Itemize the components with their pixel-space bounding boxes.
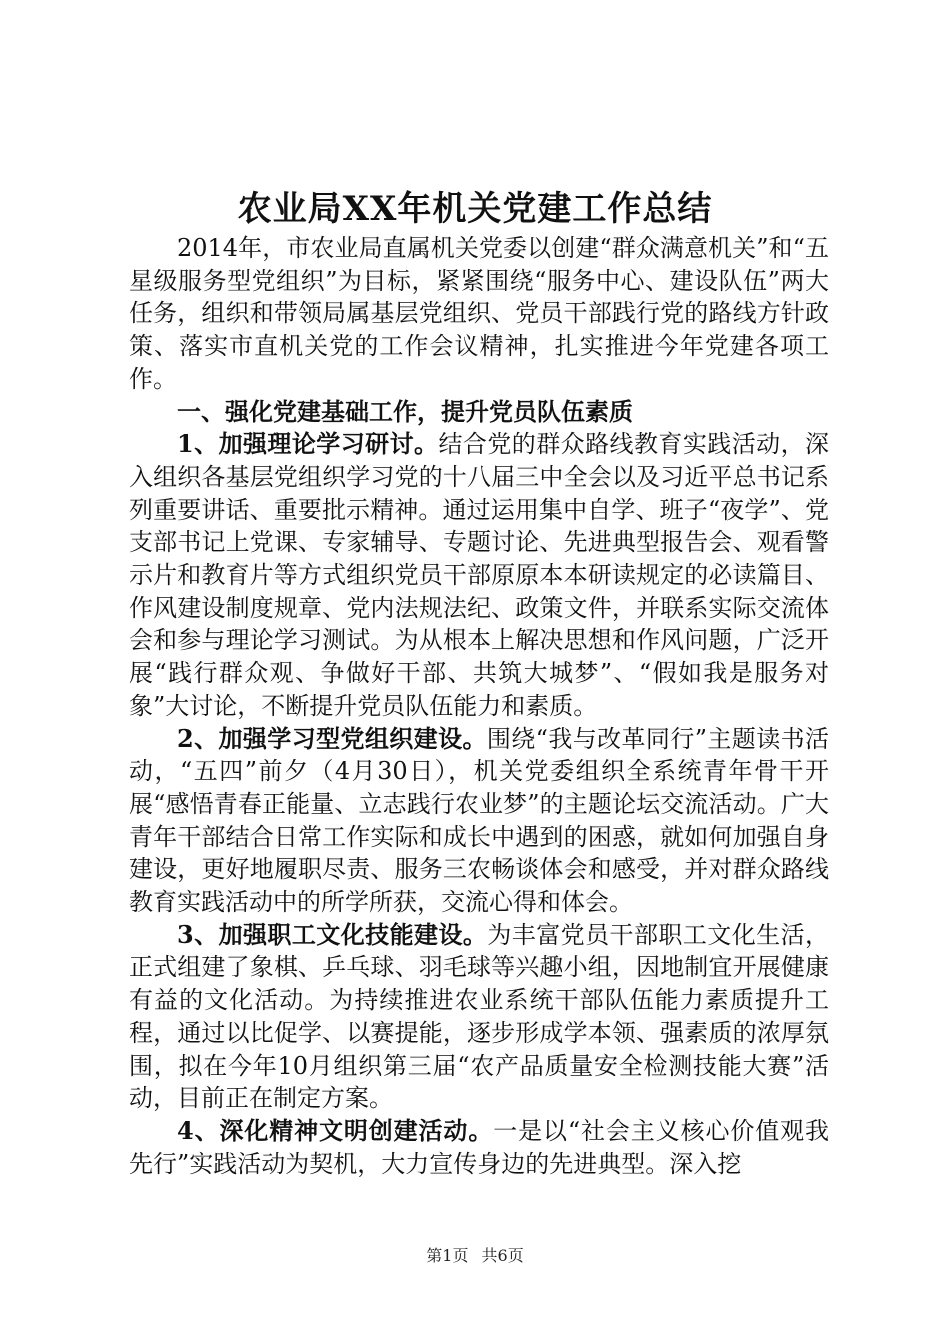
item-text: 一是以“社会主义核心价值观我先行”实践活动为契机，大力宣传身边的先进典型。深入挖 — [129, 1116, 829, 1178]
item-paragraph — [129, 428, 829, 722]
item-text: 为丰富党员干部职工文化生活，正式组建了象棋、乒乓球、羽毛球等兴趣小组，因地制宜开展健康有益的文化活动。为持续推进农业系统干部队伍能力素质提升工程，通过以比促学、以赛提能，逐步形成学本领、强素质的浓厚氛围，拟在今年10月组织第三届“农产品质量安全检测技能大赛”活动，目前正在制定方案。 — [129, 920, 830, 1113]
item-text: 结合党的群众路线教育实践活动，深入组织各基层党组织学习党的十八届三中全会以及习近平总书记系列重要讲话、重要批示精神。通过运用集中自学、班子“夜学”、党支部书记上党课、专家辅导、专题讨论、先进典型报告会、观看警示片和教育片等方式组织党员干部原原本本研读规定的必读篇目、作风建设制度规章、党内法规法纪、政策文件，并联系实际交流体会和参与理论学习测试。为从根本上解决思想和作风问题，广泛开展“践行群众观、争做好干部、共筑大城梦”、“假如我是服务对象”大讨论，不断提升党员队伍能力和素质。 — [129, 430, 830, 720]
item-paragraph — [129, 723, 829, 919]
item-paragraph — [129, 1115, 829, 1180]
item-lead: 4、深化精神文明创建活动。 — [177, 1115, 494, 1145]
item-text: 围绕“我与改革同行”主题读书活动，“五四”前夕（4月30日），机关党委组织全系统青年骨干开展“感悟青春正能量、立志践行农业梦”的主题论坛交流活动。广大青年干部结合日常工作实际和成长中遇到的困惑，就如何加强自身建设，更好地履职尽责、服务三农畅谈体会和感受，并对群众路线教育实践活动中的所学所获，交流心得和体会。 — [129, 724, 829, 917]
item-lead: 3、加强职工文化技能建设。 — [177, 919, 488, 949]
item-lead: 1、加强理论学习研讨。 — [177, 429, 439, 459]
document-title: 农业局XX年机关党建工作总结 — [237, 189, 713, 229]
section-heading: 一、强化党建基础工作，提升党员队伍素质 — [177, 396, 633, 426]
page-number: 第1页 — [426, 1246, 469, 1265]
item-paragraph — [129, 919, 829, 1115]
page-total: 共6页 — [481, 1246, 524, 1265]
item-lead: 2、加强学习型党组织建设。 — [177, 723, 487, 753]
intro-paragraph: 2014年，市农业局直属机关党委以创建“群众满意机关”和“五星级服务型党组织”为目标，紧紧围绕“服务中心、建设队伍”两大任务，组织和带领局属基层党组织、党员干部践行党的路线方针政策、落实市直机关党的工作会议精神，扎实推进今年党建各项工作。 — [129, 234, 829, 393]
page-footer — [0, 1245, 950, 1267]
document-body — [129, 232, 829, 1180]
